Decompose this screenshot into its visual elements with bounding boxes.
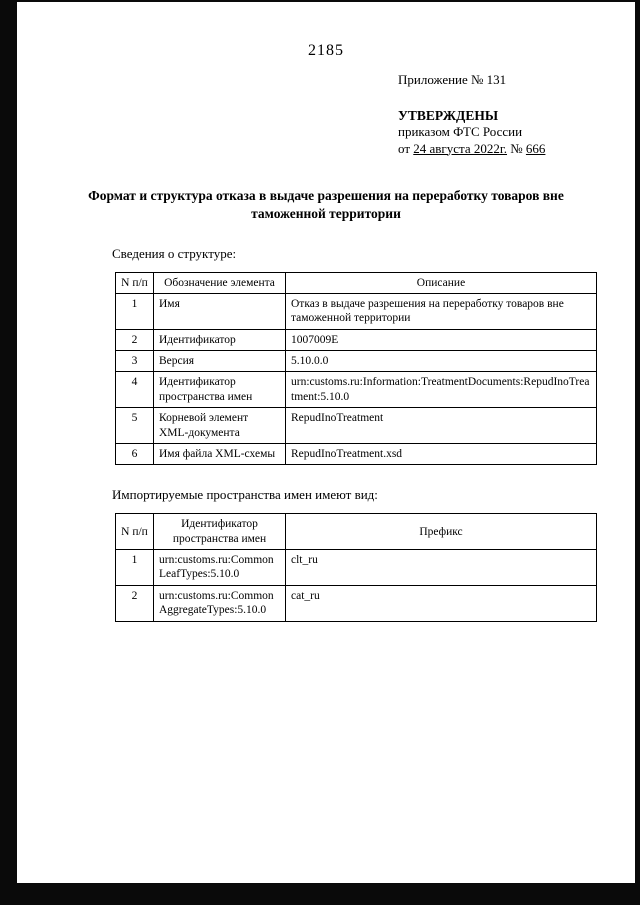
order-number: 666 xyxy=(525,140,546,156)
order-number-sign: № xyxy=(510,140,523,156)
cell-num: 6 xyxy=(116,443,154,464)
column-header-prefix: Префикс xyxy=(286,514,597,550)
structure-table-header-row xyxy=(116,272,597,293)
cell-element: Корневой элемент XML-документа xyxy=(154,408,286,444)
table-row xyxy=(116,550,597,586)
order-date: 24 августа 2022г. xyxy=(413,140,508,156)
cell-num: 1 xyxy=(116,550,154,586)
document-title: Формат и структура отказа в выдаче разрешения на переработку товаров вне таможенной территории xyxy=(88,188,564,222)
cell-description: 5.10.0.0 xyxy=(286,351,597,372)
cell-element: Имя файла XML-схемы xyxy=(154,443,286,464)
table-row xyxy=(116,408,597,444)
cell-num: 3 xyxy=(116,351,154,372)
cell-element: Идентификатор xyxy=(154,329,286,350)
cell-element: Имя xyxy=(154,293,286,329)
cell-num: 1 xyxy=(116,293,154,329)
structure-section-label: Сведения о структуре: xyxy=(112,245,237,261)
column-header-num: N п/п xyxy=(116,272,154,293)
approval-block xyxy=(398,72,620,157)
cell-description: urn:customs.ru:Information:TreatmentDocuments:RepudInoTreatment:5.10.0 xyxy=(286,372,597,408)
namespaces-table-header-row xyxy=(116,514,597,550)
cell-num: 5 xyxy=(116,408,154,444)
column-header-element: Обозначение элемента xyxy=(154,272,286,293)
cell-namespace: urn:customs.ru:CommonAggregateTypes:5.10.0 xyxy=(154,585,286,621)
cell-description: 1007009E xyxy=(286,329,597,350)
cell-element: Версия xyxy=(154,351,286,372)
namespaces-table xyxy=(115,513,597,621)
table-row xyxy=(116,329,597,350)
annex-label: Приложение № 131 xyxy=(398,72,507,87)
table-row xyxy=(116,443,597,464)
approved-label: УТВЕРЖДЕНЫ xyxy=(398,107,499,123)
cell-num: 2 xyxy=(116,329,154,350)
column-header-namespace: Идентификатор пространства имен xyxy=(154,514,286,550)
document-page xyxy=(20,2,632,883)
cell-num: 2 xyxy=(116,585,154,621)
column-header-num: N п/п xyxy=(116,514,154,550)
table-row xyxy=(116,293,597,329)
scan-edge-left xyxy=(0,0,17,905)
cell-element: Идентификатор пространства имен xyxy=(154,372,286,408)
cell-num: 4 xyxy=(116,372,154,408)
cell-namespace: urn:customs.ru:CommonLeafTypes:5.10.0 xyxy=(154,550,286,586)
column-header-description: Описание xyxy=(286,272,597,293)
page-number: 2185 xyxy=(308,42,344,59)
structure-table xyxy=(115,272,597,466)
cell-prefix: clt_ru xyxy=(286,550,597,586)
table-row xyxy=(116,585,597,621)
cell-description: RepudInoTreatment xyxy=(286,408,597,444)
order-line xyxy=(398,141,620,158)
cell-description: RepudInoTreatment.xsd xyxy=(286,443,597,464)
approved-by-label: приказом ФТС России xyxy=(398,123,523,139)
cell-prefix: cat_ru xyxy=(286,585,597,621)
namespaces-section-label: Импортируемые пространства имен имеют вид: xyxy=(112,487,378,503)
cell-description: Отказ в выдаче разрешения на переработку товаров вне таможенной территории xyxy=(286,293,597,329)
table-row xyxy=(116,351,597,372)
order-prefix: от xyxy=(398,140,411,156)
scan-edge-right xyxy=(635,0,640,905)
table-row xyxy=(116,372,597,408)
scan-edge-bottom xyxy=(0,883,640,905)
